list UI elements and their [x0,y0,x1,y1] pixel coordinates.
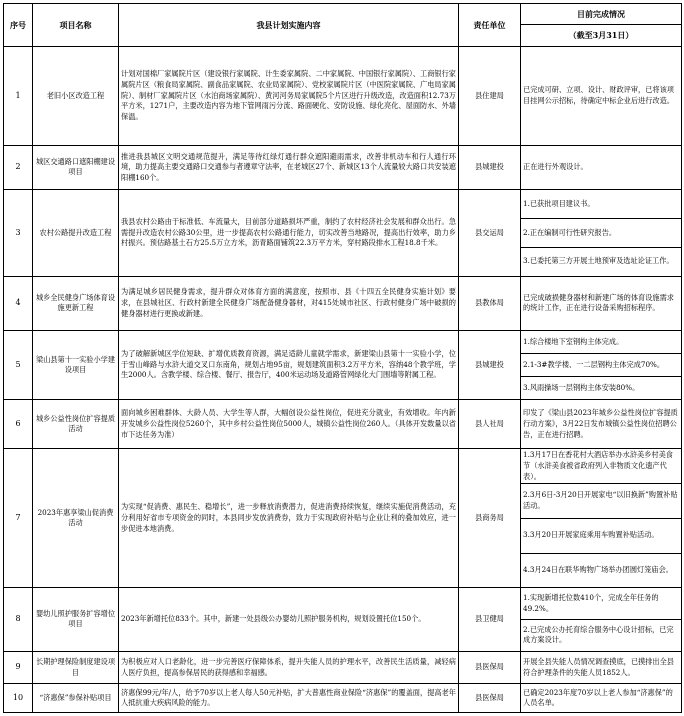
row-status: 已完成破损健身器材和新建广场的体育设施需求的统计工作，正在进行设备采购招标程序。 [521,276,682,330]
row-status [521,588,682,651]
status-line: 1.3月17日在香花村大酒店举办水浒美乡村美食节（水浒美食被省政府列入非物质文化遗产代表）。 [521,449,681,484]
row-name: 婴幼儿照护服务扩容增位项目 [33,588,119,651]
row-name: 农村公路提升改造工程 [33,189,119,276]
status-line: 1.已获批项目建议书。 [521,190,681,219]
row-name: 2023年惠享梁山促消费活动 [33,449,119,588]
row-unit: 县商务局 [459,449,521,588]
row-content: 为满足城乡居民健身需求，提升群众对体育方面的满意度，按照市、县《十四五全民健身实施计划》要求，在县城社区、行政村新建全民健身广场配备健身器材，对415处城市社区、行政村健身广场中破损的健身器材进行更换或新建。 [119,276,459,330]
row-name: 长期护理保险制度建设项目 [33,651,119,684]
status-line: 2.1-3#教学楼、一二层钢构主体完成70%。 [521,354,681,377]
table-row [4,684,682,713]
row-unit: 县卫健局 [459,588,521,651]
header-no: 序号 [4,4,33,47]
row-unit: 县城建投 [459,146,521,190]
row-no: 4 [4,276,33,330]
header-name: 项目名称 [33,4,119,47]
row-content: 为实现“促消费、惠民生、稳增长”，进一步释放消费潜力，促进消费持续恢复，继续实施促消费活动，充分利用好省市专项资金的同时，本县同步发放消费券，致力于实现政府补贴与企业让利的叠加效应，进一步促进本地消费。 [119,449,459,588]
row-content: 2023年新增托位833个。其中，新建一处县级公办婴幼儿照护服务机构，规划设置托位150个。 [119,588,459,651]
row-content: 推进我县城区文明交通规范提升，满足等待红绿灯通行群众遮阳避雨需求，改善非机动车和行人通行环境，助力提高主要交通路口交通参与者遵章守法率，在老城区27个、新城区13个人流量较大路口共安装遮阳棚160个。 [119,146,459,190]
table-row [4,146,682,190]
project-table-wrap [3,3,681,713]
row-unit: 县医保局 [459,651,521,684]
status-line: 3.已委托第三方开展土地预审及选址论证工作。 [523,256,674,266]
header-content: 我县计划实施内容 [119,4,459,47]
row-status: 开展全县失能人员情况调查摸底，已摸排出全县符合护理条件的失能人员1852人。 [521,651,682,684]
row-content: 计划对国棉厂家属院片区（建设银行家属院、计生委家属院、二中家属院、中国银行家属院）、工商银行家属院片区（粮食局家属院、副食品家属院、农业局家属院）、党校家属院片区（中医院家属院、广电局家属院）、制材厂家属院片区（水泊商场家属院）、黄河河务局家属院5个片区进行升级改造，改造面积12.73万平方米，1271户，主要改造内容为地下管网雨污分流、路面硬化、安防设施、绿化亮化、屋面防水、外墙保温。 [119,46,459,145]
row-name: 城乡公益性岗位扩容提质活动 [33,400,119,449]
row-status [521,449,682,588]
row-no: 7 [4,449,33,588]
row-content: 面向城乡困难群体、大龄人员、大学生等人群，大幅创设公益性岗位，促进充分就业，有效增收。年内新开发城乡公益性岗位5260个，其中乡村公益性岗位5000人，城镇公益性岗位260人。（具体开发数量以省市下达任务为准） [119,400,459,449]
status-line: 2.已完成公办托育综合服务中心设计招标，已完成方案设计。 [523,624,674,645]
header-status-sub: （截至3月31日） [521,25,682,46]
row-no: 6 [4,400,33,449]
status-line: 3.3月20日开展家庭乘用车购置补贴活动。 [521,519,681,554]
status-line: 3.风雨操场一层钢构主体安装80%。 [523,382,640,392]
row-unit: 县人社局 [459,400,521,449]
row-content: 我县农村公路由于标准低、车流量大，目前部分道路损坏严重，制约了农村经济社会发展和群众出行。急需提升改造农村公路30公里，进一步提高农村公路通行能力，切实改善当地路况，提高出行效率，助力乡村振兴。预估路基土石方25.5万立方米，沥青路面铺筑22.3万平方米，穿村路段排水工程18.8千米。 [119,189,459,276]
row-status: 已完成可研、立项、设计、财政评审，已将该项目挂网公示招标，待确定中标企业后进行改造。 [521,46,682,145]
row-no: 8 [4,588,33,651]
row-name: “济惠保”参保补贴项目 [33,684,119,713]
table-row [4,400,682,449]
table-row [4,588,682,651]
status-line: 2.3月6日-3月20日开展家电“以旧换新”购置补贴活动。 [521,484,681,519]
row-status [521,189,682,276]
row-status: 正在进行外观设计。 [521,146,682,190]
row-no: 2 [4,146,33,190]
project-table [3,3,682,713]
table-row [4,330,682,399]
status-line: 1.实现新增托位数410个，完成全年任务的49.2%。 [521,588,681,620]
row-name: 梁山县第十一实验小学建设项目 [33,330,119,399]
table-row [4,189,682,276]
row-no: 9 [4,651,33,684]
row-unit: 县教体局 [459,276,521,330]
header-unit: 责任单位 [459,4,521,47]
status-line: 4.3月24日在联华购物广场举办团圆灯笼庙会。 [523,565,673,575]
row-status [521,330,682,399]
row-name: 老旧小区改造工程 [33,46,119,145]
row-name: 城区交通路口遮阳棚建设项目 [33,146,119,190]
row-name: 城乡全民健身广场体育设施更新工程 [33,276,119,330]
table-row [4,46,682,145]
status-line: 2.正在编制可行性研究报告。 [521,219,681,248]
row-unit: 县住建局 [459,46,521,145]
table-row [4,276,682,330]
row-status: 印发了《梁山县2023年城乡公益性岗位扩容提质行动方案》，3月22日发布城镇公益性岗位招聘公告，正在进行招聘。 [521,400,682,449]
status-line: 1.综合楼地下室钢构主体完成。 [521,331,681,354]
table-row [4,651,682,684]
row-no: 5 [4,330,33,399]
row-content: 济惠保99元/年/人，给予70岁以上老人每人50元补贴，扩大普惠性商业保险“济惠保”的覆盖面，提高老年人抵抗重大疾病风险的能力。 [119,684,459,713]
row-unit: 县交运局 [459,189,521,276]
row-status: 已确定2023年度70岁以上老人参加“济惠保”的人员名单。 [521,684,682,713]
row-no: 3 [4,189,33,276]
header-row [4,4,682,25]
row-unit: 县城建投 [459,330,521,399]
row-content: 为了破解新城区学位短缺、扩增优质教育资源，满足适龄儿童就学需求，新建梁山县第十一实验小学，位于雪山峰路与水浒大道交叉口东南角，规划占地95亩，规划建筑面积3.2万平方米，容纳48个教学班，学生2000人。含教学楼、综合楼、餐厅、报告厅，400米运动场及道路管网绿化大门围墙等附属工程。 [119,330,459,399]
header-status: 目前完成情况 [521,4,682,25]
row-no: 10 [4,684,33,713]
row-unit: 县医保局 [459,684,521,713]
table-row [4,449,682,588]
row-content: 为积极应对人口老龄化，进一步完善医疗保障体系，提升失能人员的护理水平，改善民生活质量，减轻病人医疗负担，提高参保居民的获得感和幸福感。 [119,651,459,684]
row-no: 1 [4,46,33,145]
